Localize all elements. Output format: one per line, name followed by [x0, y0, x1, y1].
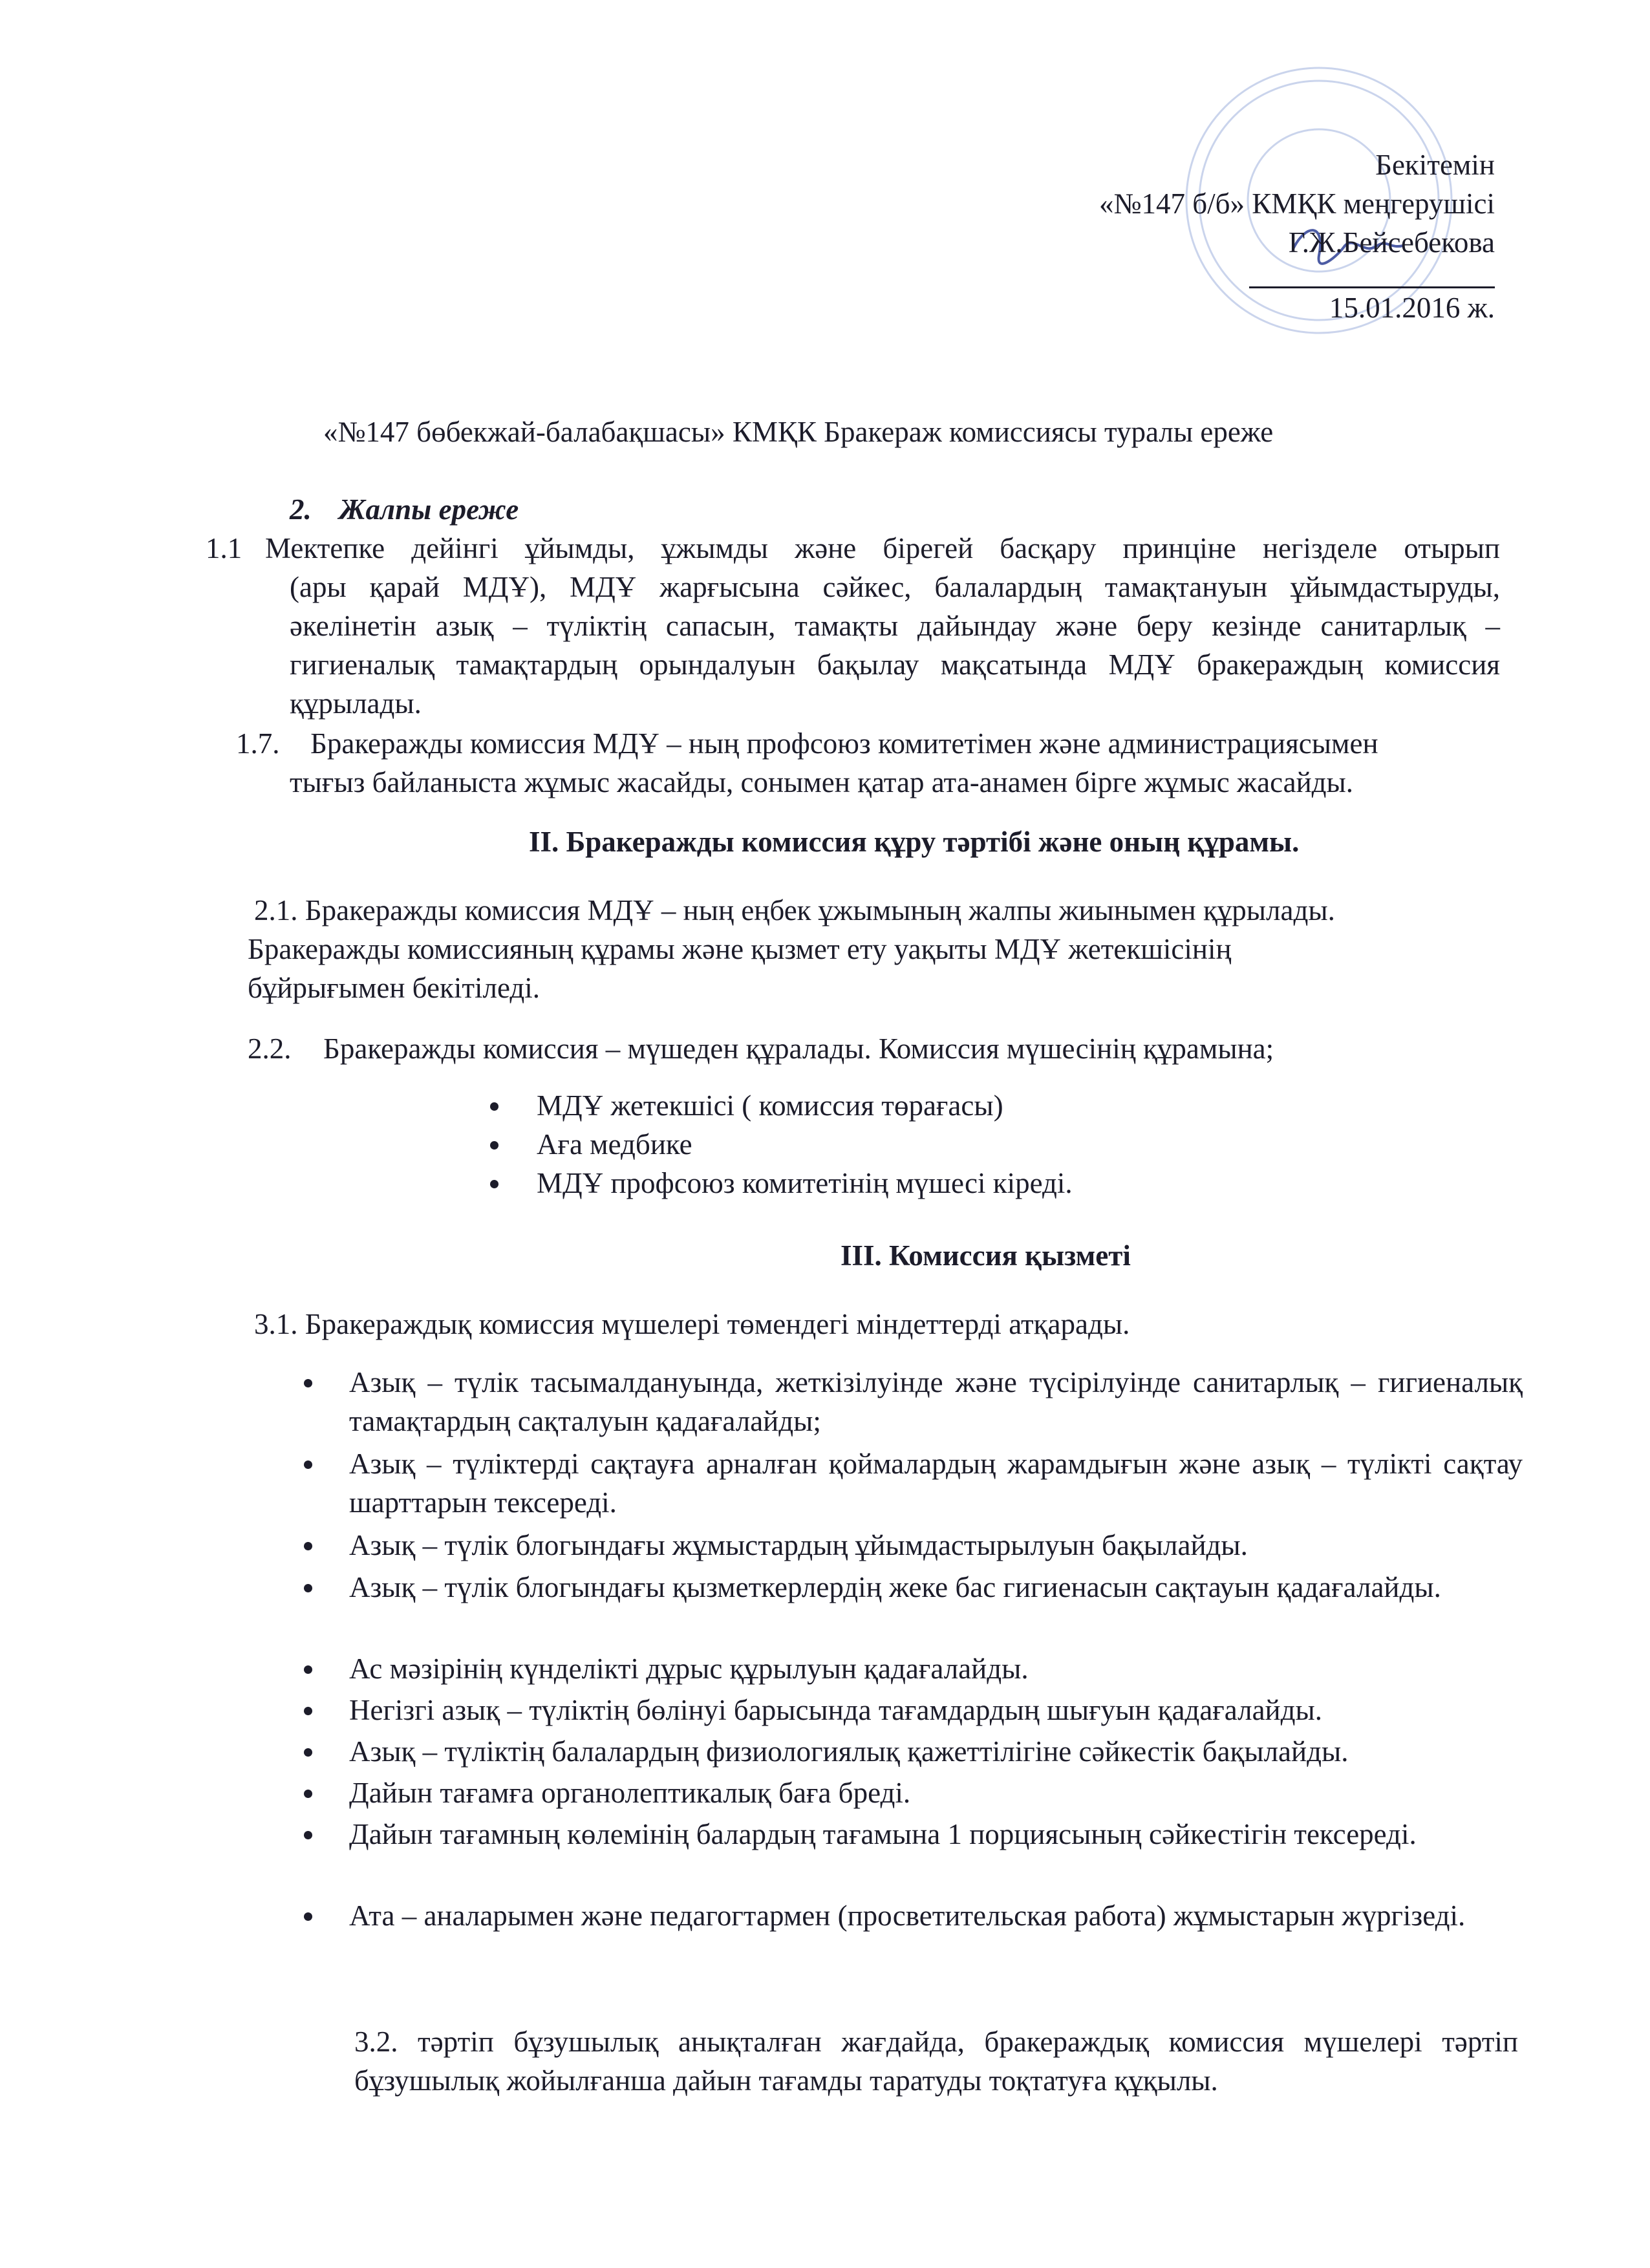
section1-heading-number: 2.	[290, 493, 312, 526]
bullet-icon	[304, 1584, 312, 1592]
bullet-icon	[304, 1379, 312, 1387]
item-first-line: Мектепке дейінгі ұйымды, ұжымды және бірегей басқару принціне негізделе отырып	[265, 532, 1500, 564]
section2-heading: II. Бракеражды комиссия құру тәртібі және оның құрамы.	[529, 826, 1300, 858]
list-item: Ас мәзірінің күнделікті дұрыс құрылуын қадағалайды.	[349, 1653, 1029, 1685]
list-item: Азық – түліктің балалардың физиологиялық қажеттілігіне сәйкестік бақылайды.	[349, 1735, 1349, 1768]
members-list	[0, 1086, 1650, 1209]
bullet-icon	[304, 1460, 312, 1469]
item-number: 1.7.	[236, 727, 280, 760]
bullet-icon	[304, 1831, 312, 1839]
list-item: Дайын тағамға органолептикалық баға бреді.	[349, 1777, 911, 1809]
section2-item-2-1	[248, 891, 1508, 1007]
document-title: «№147 бөбекжай-балабақшасы» КМҚК Бракераж комиссиясы туралы ереже	[323, 416, 1274, 448]
list-item: МДҰ жетекшісі ( комиссия төрағасы)	[537, 1089, 1003, 1122]
list-item: Азық – түлік блогындағы жұмыстардың ұйымдастырылуын бақылайды.	[349, 1529, 1248, 1561]
bullet-icon	[490, 1102, 498, 1111]
bullet-icon	[490, 1141, 498, 1150]
bullet-icon	[304, 1542, 312, 1550]
duties-list	[0, 1363, 1650, 1984]
item-text: (ары қарай МДҰ), МДҰ жарғысына сәйкес, балалардың тамақтануын ұйымдастыруды, әкелінетін азық – түліктің сапасын, тамақты дайындау және беру кезінде санитарлық – гигиеналық тамақтардың орындалуын бақылау мақсатында МДҰ бракераждың комиссия құрылады.	[290, 571, 1500, 720]
item-line: Бракеражды комиссияның құрамы және қызмет ету уақыты МДҰ жетекшісінің	[248, 933, 1232, 965]
approval-block	[1099, 145, 1495, 327]
bullet-icon	[304, 1707, 312, 1715]
item-line: 2.1. Бракеражды комиссия МДҰ – ның еңбек ұжымының жалпы жиынымен құрылады.	[254, 894, 1335, 926]
section1-heading-text: Жалпы ереже	[339, 493, 519, 526]
signature-line	[1249, 262, 1495, 288]
section1-heading	[290, 490, 519, 529]
list-item: Негізгі азық – түліктің бөлінуі барысында тағамдардың шығуын қадағалайды.	[349, 1694, 1323, 1726]
bullet-icon	[304, 1665, 312, 1674]
section3-item-3-2: 3.2. тәртіп бұзушылық анықталған жағдайда, бракераждық комиссия мүшелері тәртіп бұзушылық жойылғанша дайын тағамды таратуды тоқтатуға құқылы.	[354, 2026, 1518, 2097]
item-first-line: Бракеражды комиссия МДҰ – ның профсоюз комитетімен және администрациясымен	[310, 727, 1378, 760]
list-item: Ата – аналарымен және педагогтармен (просветительская работа) жұмыстарын жүргізеді.	[349, 1899, 1466, 1932]
list-item: Азық – түлік тасымалдануында, жеткізілуінде және түсірілуінде санитарлық – гигиеналық тамақтардың сақталуын қадағалайды;	[349, 1366, 1523, 1437]
bullet-icon	[304, 1912, 312, 1921]
list-item: МДҰ профсоюз комитетінің мүшесі кіреді.	[537, 1167, 1073, 1199]
item-number: 2.2.	[248, 1032, 292, 1065]
approval-title: Бекітемін	[1375, 149, 1495, 181]
bullet-icon	[304, 1748, 312, 1757]
section3-heading: III. Комиссия қызметі	[841, 1239, 1131, 1272]
approval-name: Г.Ж.Бейсебекова	[1288, 226, 1495, 259]
item-line: бұйрығымен бекітіледі.	[248, 972, 540, 1004]
approval-position: «№147 б/б» КМҚК меңгерушісі	[1099, 187, 1495, 220]
item-text: тығыз байланыста жұмыс жасайды, сонымен қатар ата-анамен бірге жұмыс жасайды.	[290, 766, 1354, 798]
list-item: Азық – түлік блогындағы қызметкерлердің жеке бас гигиенасын сақтауын қадағалайды.	[349, 1571, 1441, 1603]
section3-intro: 3.1. Бракераждық комиссия мүшелері төмендегі міндеттерді атқарады.	[254, 1308, 1130, 1340]
bullet-icon	[490, 1180, 498, 1188]
list-item: Азық – түліктерді сақтауға арналған қоймалардың жарамдығын және азық – түлікті сақтау шарттарын тексереді.	[349, 1448, 1523, 1519]
item-text: Бракеражды комиссия – мүшеден құралады. Комиссия мүшесінің құрамына;	[323, 1032, 1274, 1065]
list-item: Дайын тағамның көлемінің балардың тағамына 1 порциясының сәйкестігін тексереді.	[349, 1818, 1417, 1850]
bullet-icon	[304, 1790, 312, 1798]
item-number: 1.1	[206, 532, 242, 564]
approval-date: 15.01.2016 ж.	[1329, 292, 1495, 324]
list-item: Аға медбике	[537, 1128, 692, 1161]
